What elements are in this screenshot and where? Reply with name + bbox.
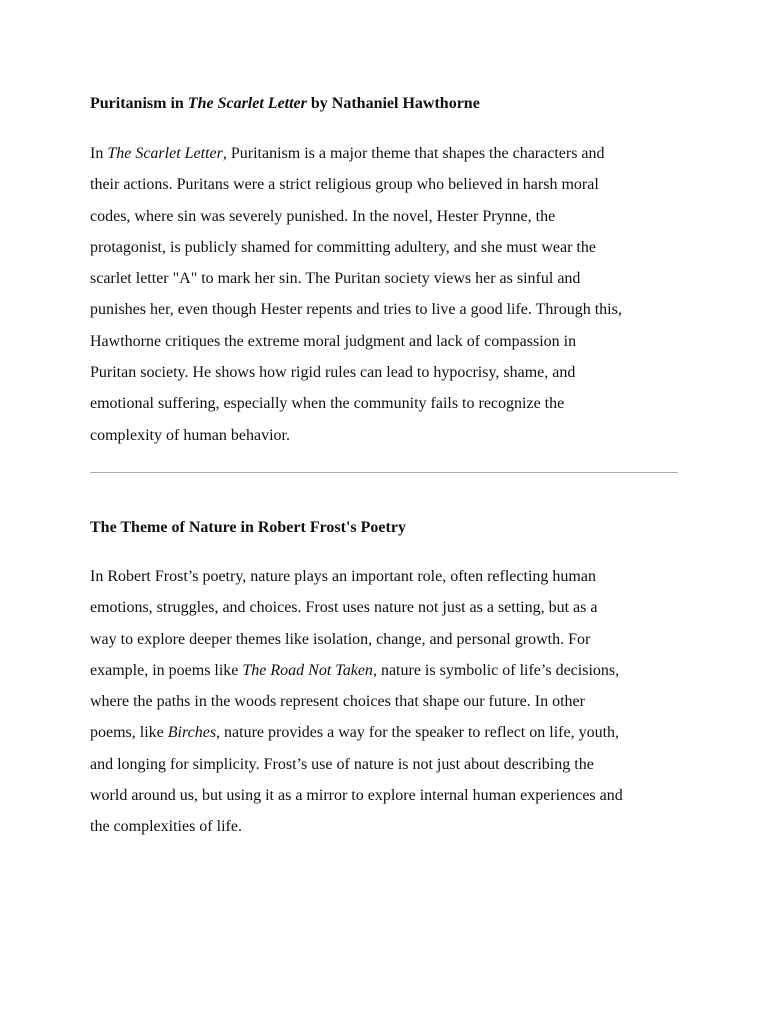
line-text: example, in poems like — [90, 661, 243, 679]
line-italic-text: The Scarlet Letter — [107, 145, 223, 162]
line-text: , nature is symbolic of life’s decisions, — [372, 661, 620, 679]
paragraph-line: where the paths in the woods represent choices that shape our future. In other — [90, 693, 585, 711]
paragraph-line: their actions. Puritans were a strict religious group who believed in harsh moral — [90, 176, 599, 194]
paragraph-line: Hawthorne critiques the extreme moral judgment and lack of compassion in — [90, 332, 577, 350]
paragraph-line: and longing for simplicity. Frost’s use of nature is not just about describing the — [90, 755, 594, 773]
paragraph-line — [90, 655, 623, 686]
paragraph-line — [90, 138, 622, 169]
section-title-frost-nature: The Theme of Nature in Robert Frost's Poetry — [90, 519, 406, 536]
paragraph-line: emotional suffering, especially when the community fails to recognize the — [90, 395, 565, 413]
paragraph-line — [90, 717, 623, 748]
line-italic-text: Birches — [167, 724, 217, 742]
line-italic-text: The Road Not Taken — [242, 661, 373, 679]
paragraph-line: scarlet letter "A" to mark her sin. The Puritan society views her as sinful and — [90, 270, 581, 288]
paragraph-line: complexity of human behavior. — [90, 426, 290, 444]
paragraph-line: Puritan society. He shows how rigid rules can lead to hypocrisy, shame, and — [90, 364, 576, 382]
paragraph-line: the complexities of life. — [90, 818, 242, 836]
paragraph-frost-nature — [90, 561, 623, 843]
title-text: by Nathaniel Hawthorne — [306, 95, 480, 112]
line-text: poems, like — [90, 724, 168, 742]
paragraph-line: emotions, struggles, and choices. Frost uses nature not just as a setting, but as a — [90, 599, 598, 617]
paragraph-line: punishes her, even though Hester repents and tries to live a good life. Through this, — [90, 301, 622, 319]
horizontal-divider — [90, 472, 678, 473]
line-text: , nature provides a way for the speaker to reflect on life, youth, — [216, 724, 620, 742]
paragraph-line: world around us, but using it as a mirror to explore internal human experiences and — [90, 787, 623, 805]
title-italic-text: The Scarlet Letter — [187, 95, 307, 112]
paragraph-line: In Robert Frost’s poetry, nature plays an important role, often reflecting human — [90, 568, 596, 585]
section-title-puritanism — [90, 94, 480, 114]
line-text: In — [90, 145, 108, 162]
line-text: , Puritanism is a major theme that shapes the characters and — [222, 145, 605, 162]
paragraph-puritanism — [90, 138, 622, 451]
paragraph-line: codes, where sin was severely punished. In the novel, Hester Prynne, the — [90, 207, 556, 225]
paragraph-line: way to explore deeper themes like isolation, change, and personal growth. For — [90, 630, 591, 648]
title-text: Puritanism in — [90, 95, 188, 112]
paragraph-line: protagonist, is publicly shamed for committing adultery, and she must wear the — [90, 238, 596, 256]
